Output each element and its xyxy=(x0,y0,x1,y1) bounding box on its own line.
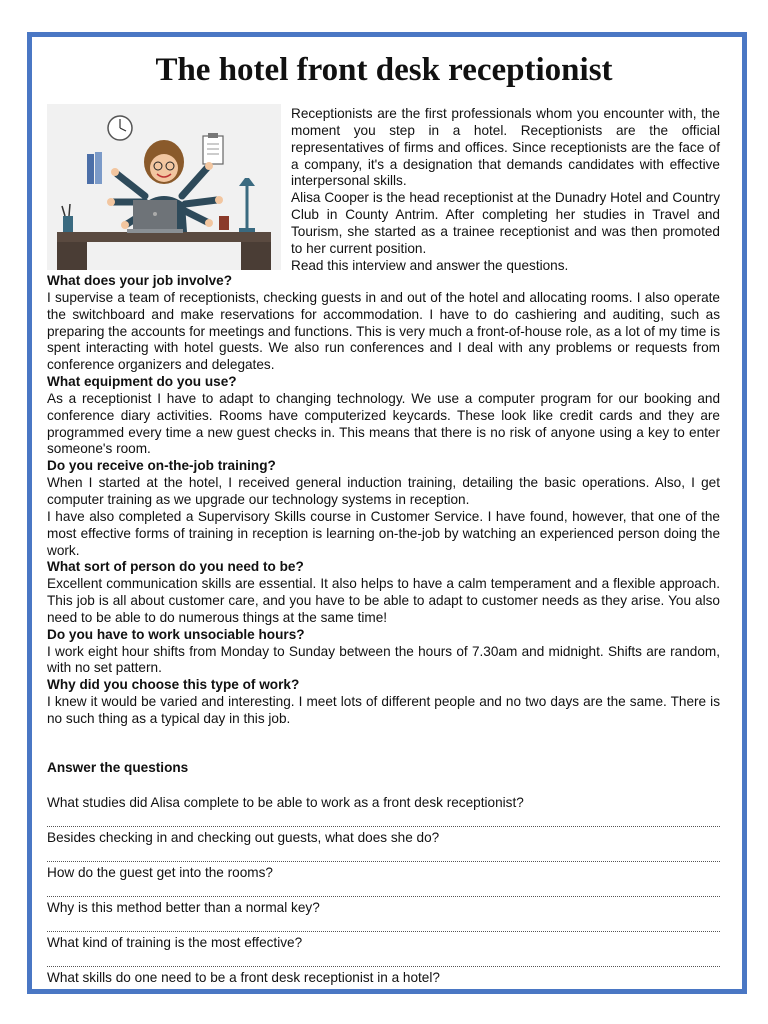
interview xyxy=(47,273,720,728)
answer-heading: Answer the questions xyxy=(47,760,189,775)
question-text: What skills do one need to be a front desk receptionist in a hotel? xyxy=(47,970,440,985)
list-item xyxy=(47,829,720,862)
question-text: Besides checking in and checking out guests, what does she do? xyxy=(47,830,440,845)
intro-paragraph: Receptionists are the first professionals whom you encounter with, the moment you step in a hotel. Receptionists are the official representatives of firms and offices. Since receptionists are the face of a company, it's a designation that demands candidates with effective interpersonal skills. xyxy=(291,106,720,189)
list-item xyxy=(47,899,720,932)
interview-question: Do you have to work unsociable hours? xyxy=(47,626,305,642)
question-list xyxy=(47,794,720,987)
question-text: What studies did Alisa complete to be able to work as a front desk receptionist? xyxy=(47,795,524,810)
answer-line[interactable] xyxy=(47,812,720,827)
laptop-icon xyxy=(127,200,183,233)
interview-answer: I work eight hour shifts from Monday to Sunday between the hours of 7.30am and midnight. Shifts are random, with no set pattern. xyxy=(47,643,720,676)
question-text: Why is this method better than a normal key? xyxy=(47,900,320,915)
coffee-mug-icon xyxy=(219,216,229,230)
list-item xyxy=(47,794,720,827)
page-title: The hotel front desk receptionist xyxy=(155,52,613,88)
interview-question: Do you receive on-the-job training? xyxy=(47,458,276,474)
question-text: How do the guest get into the rooms? xyxy=(47,865,273,880)
intro-text xyxy=(291,106,720,274)
receptionist-illustration xyxy=(47,104,281,270)
interview-answer: When I started at the hotel, I received general induction training, detailing the basic operations. Also, I get computer training as we upgrade our technology systems in reception. xyxy=(47,475,720,507)
interview-question: What sort of person do you need to be? xyxy=(47,559,304,575)
interview-question: What does your job involve? xyxy=(47,273,233,288)
answer-line[interactable] xyxy=(47,952,720,967)
intro-paragraph: Alisa Cooper is the head receptionist at the Dunadry Hotel and Country Club in County Antrim. After completing her studies in Travel and Tourism, she started as a trainee receptionist and was then promoted to her current position. xyxy=(291,190,720,256)
interview-question: What equipment do you use? xyxy=(47,374,237,390)
interview-question: Why did you choose this type of work? xyxy=(47,677,300,693)
question-text: What kind of training is the most effective? xyxy=(47,935,303,950)
interview-answer: I knew it would be varied and interesting. I meet lots of different people and no two days are the same. There is no such thing as a typical day in this job. xyxy=(47,694,720,726)
clipboard-icon xyxy=(203,133,223,164)
interview-answer: I supervise a team of receptionists, checking guests in and out of the hotel and allocating rooms. I also operate the switchboard and make reservations for accommodation. I have to do cashiering and auditing, such as preparing the accounts for meetings and functions. This is very much a front-of-house role, as a lot of my time is spent interacting with hotel guests. We also run conferences and I deal with any problems or requests from conference organizers and delegates. xyxy=(47,289,720,373)
list-item xyxy=(47,969,720,987)
list-item xyxy=(47,864,720,897)
answer-line[interactable] xyxy=(47,917,720,932)
answer-line[interactable] xyxy=(47,882,720,897)
answer-line[interactable] xyxy=(47,847,720,862)
list-item xyxy=(47,934,720,967)
clock-icon xyxy=(108,116,132,140)
interview-answer: As a receptionist I have to adapt to changing technology. We use a computer program for our booking and conference diary activities. Rooms have computerized keycards. These look like credit cards and they are programmed every time a new guest checks in. This means that there is no risk of anyone using a key to enter someone's room. xyxy=(47,390,720,457)
interview-answer: I have also completed a Supervisory Skills course in Customer Service. I have found, however, that one of the most effective forms of training in reception is learning on-the-job by watching an experienced person doing the work. xyxy=(47,508,720,558)
intro-paragraph: Read this interview and answer the questions. xyxy=(291,257,569,273)
interview-answer: Excellent communication skills are essential. It also helps to have a calm temperament and a flexible approach. This job is all about customer care, and you have to be able to adapt to customer needs as they arise. You also need to be able to do numerous things at the same time! xyxy=(47,576,720,625)
answer-section xyxy=(47,760,720,987)
